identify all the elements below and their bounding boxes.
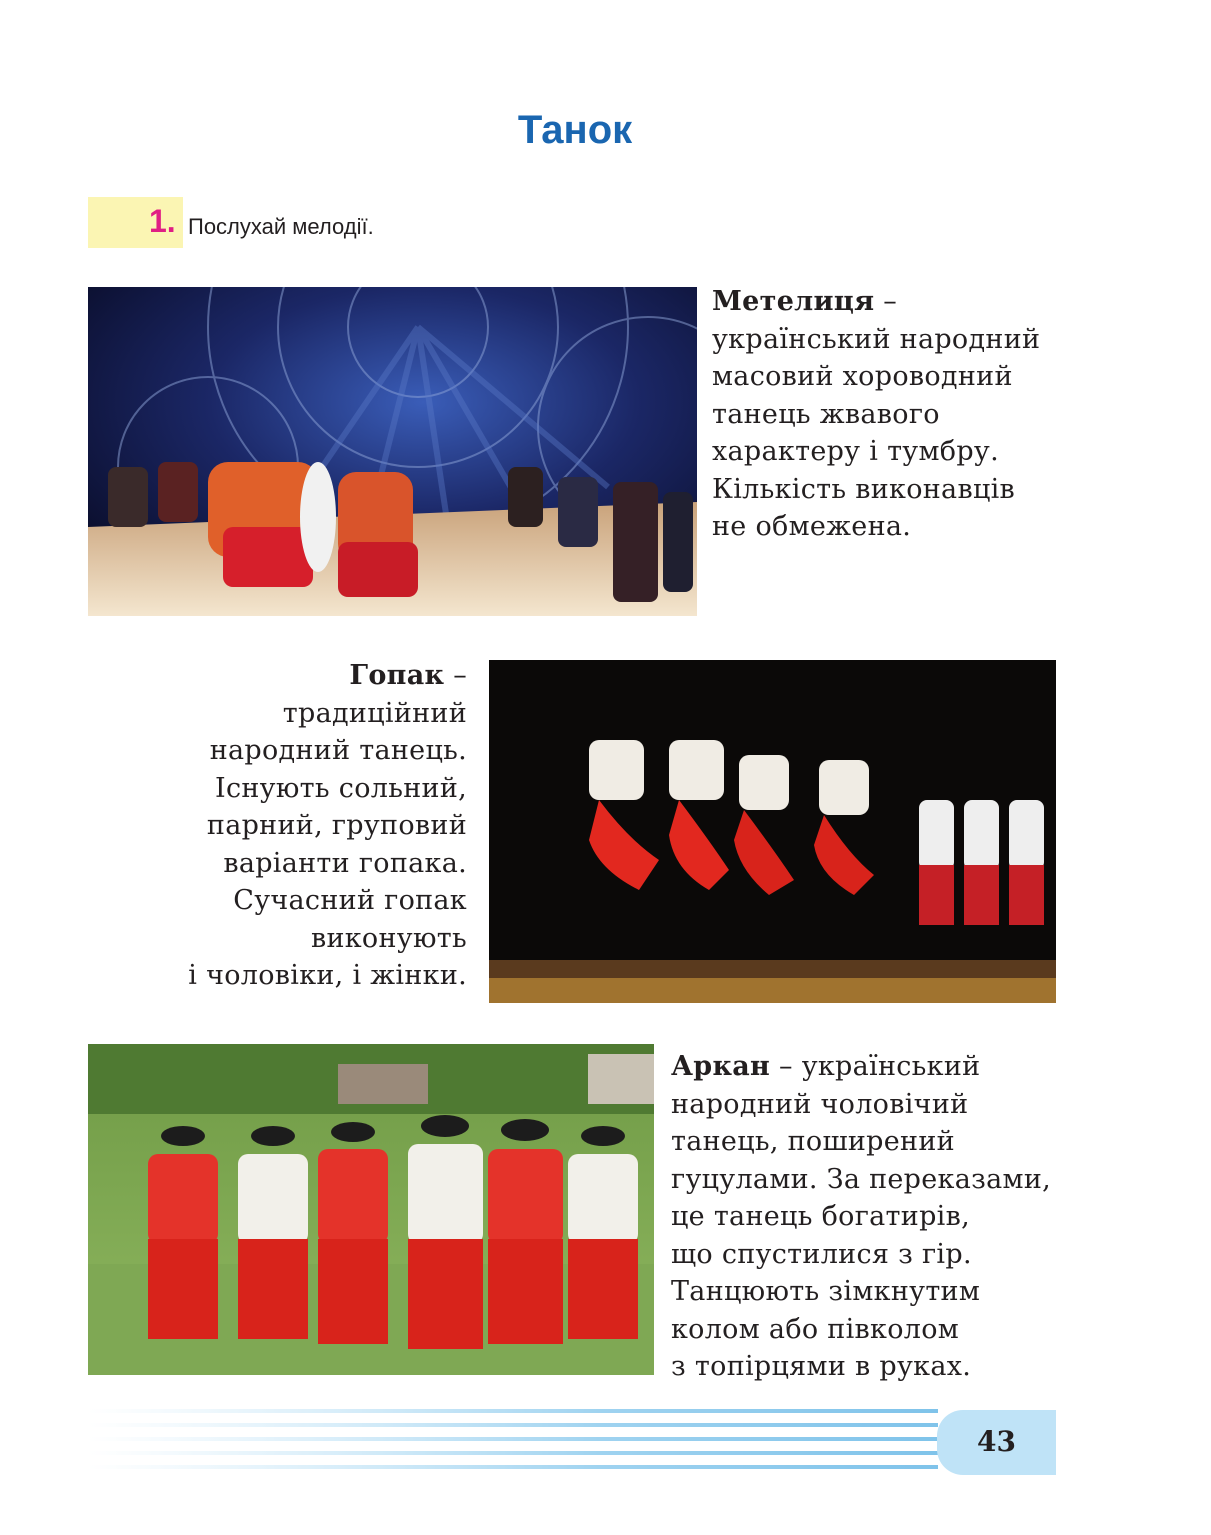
arkan-term: Аркан	[671, 1051, 771, 1082]
description-line: танець, поширений	[671, 1126, 955, 1157]
task-instruction: Послухай мелодії.	[188, 214, 374, 239]
description-line: варіанти гопака.	[223, 847, 467, 879]
description-line: Сучасний гопак	[233, 885, 467, 916]
page-number: 43	[977, 1425, 1016, 1458]
arkan-description: Аркан – український народний чоловічий танець, поширений гуцулами. За переказами, це танець богатирів, що спустилися з гір. Танцюють зімкнутим колом або півколом з топірцями в руках.	[671, 1048, 1091, 1386]
description-line: парний, груповий	[206, 810, 467, 841]
description-line: народний танець.	[209, 735, 467, 766]
description-line: що спустилися з гір.	[671, 1238, 972, 1270]
metelytsia-photo	[88, 287, 697, 616]
metelytsia-description: Метелиця – український народний масовий хороводний танець жвавого характеру і тумбру. Кількість виконавців не обмежена.	[712, 283, 1102, 546]
description-line: український народний	[712, 323, 1041, 355]
description-line: це танець богатирів,	[671, 1201, 970, 1232]
description-line: колом або півколом	[671, 1313, 960, 1345]
description-line: Існують сольний,	[215, 772, 467, 804]
hopak-photo	[489, 660, 1056, 1003]
arkan-photo	[88, 1044, 654, 1375]
metelytsia-term: Метелиця	[712, 286, 875, 317]
description-line: традиційний	[282, 697, 467, 729]
footer-decoration	[88, 1409, 938, 1479]
description-line: з топірцями в руках.	[671, 1351, 972, 1382]
task-number: 1.	[149, 203, 176, 239]
description-line: характеру і тумбру.	[712, 436, 999, 467]
description-line: Танцюють зімкнутим	[671, 1276, 981, 1307]
hopak-description: Гопак – традиційний народний танець. Існують сольний, парний, груповий варіанти гопака. Сучасний гопак виконують і чоловіки, і жінки.	[140, 657, 467, 995]
description-line: і чоловіки, і жінки.	[188, 960, 467, 991]
hopak-term: Гопак	[349, 660, 445, 691]
description-line: народний чоловічий	[671, 1088, 969, 1120]
description-line: гуцулами. За переказами,	[671, 1163, 1052, 1195]
page-title: Танок	[517, 108, 633, 152]
description-line: танець жвавого	[712, 398, 940, 430]
description-line: Кількість виконавців	[712, 473, 1016, 505]
description-line: не обмежена.	[712, 511, 912, 542]
description-line: виконують	[310, 922, 467, 954]
description-line: масовий хороводний	[712, 361, 1013, 392]
